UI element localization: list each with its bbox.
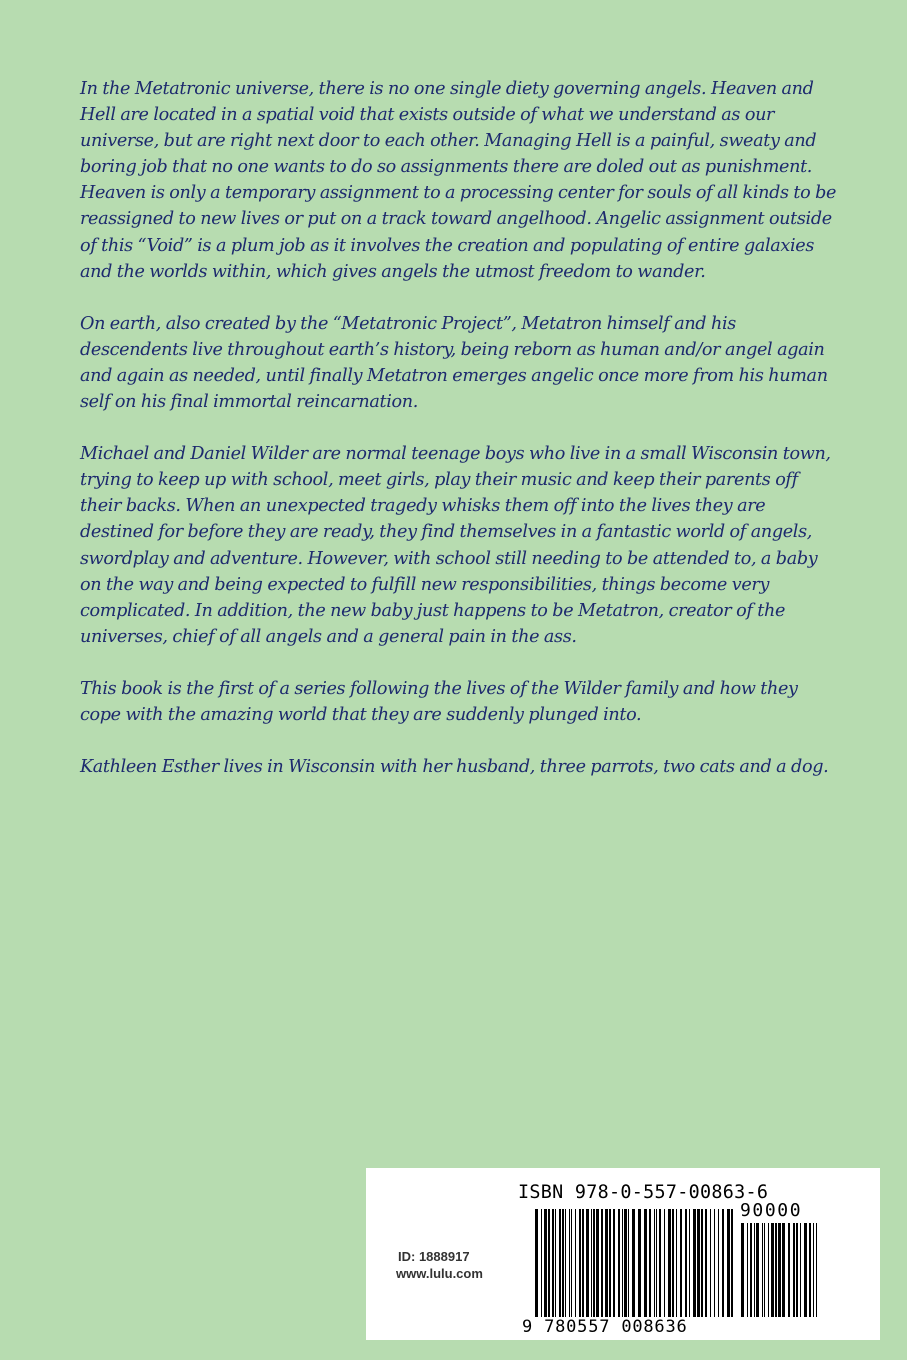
- price-addon-digits: 90000: [740, 1200, 803, 1221]
- paragraph-author-bio: Kathleen Esther lives in Wisconsin with her husband, three parrots, two cats and a dog.: [80, 757, 829, 778]
- isbn-label: ISBN 978-0-557-00863-6: [518, 1182, 769, 1203]
- price-addon-barcode: [741, 1223, 821, 1317]
- barcode-digits: 9 780557 008636: [518, 1317, 692, 1337]
- paragraph-wilder-brothers: Michael and Daniel Wilder are normal teenage boys who live in a small Wisconsin town, trying to keep up with school, meet girls, play their music and keep their parents off their backs. When an unexpected tragedy whisks them off into the lives they are destined for before they are ready, they find themselves in a fantastic world of angels, swordplay and adventure. However, with school still needing to be attended to, a baby on the way and being expected to fulfill new responsibilities, things become very complicated. In addition, the new baby just happens to be Metatron, creator of the universes, chief of all angels and a general pain in the ass.: [80, 444, 831, 647]
- barcode-panel: [366, 1168, 880, 1340]
- paragraph-series: This book is the first of a series following the lives of the Wilder family and how they cope with the amazing world that they are suddenly plunged into.: [80, 678, 798, 725]
- paragraph-universe: In the Metatronic universe, there is no one single diety governing angels. Heaven and Hell are located in a spatial void that exists outside of what we understand as our universe, but are right next door to each other. Managing Hell is a painful, sweaty and boring job that no one wants to do so assignments there are doled out as punishment. Heaven is only a temporary assignment to a processing center for souls of all kinds to be reassigned to new lives or put on a track toward angelhood. Angelic assignment outside of this “Void” is a plum job as it involves the creation and populating of entire galaxies and the worlds within, which gives angels the utmost freedom to wander.: [80, 79, 837, 282]
- blurb: [80, 76, 840, 806]
- isbn-barcode: [535, 1209, 735, 1317]
- lulu-url: www.lulu.com: [396, 1266, 483, 1281]
- lulu-id: ID: 1888917: [398, 1249, 470, 1264]
- paragraph-earth: On earth, also created by the “Metatronic Project”, Metatron himself and his descendents live throughout earth’s history, being reborn as human and/or angel again and again as needed, until finally Metatron emerges angelic once more from his human self on his final immortal reincarnation.: [80, 313, 828, 413]
